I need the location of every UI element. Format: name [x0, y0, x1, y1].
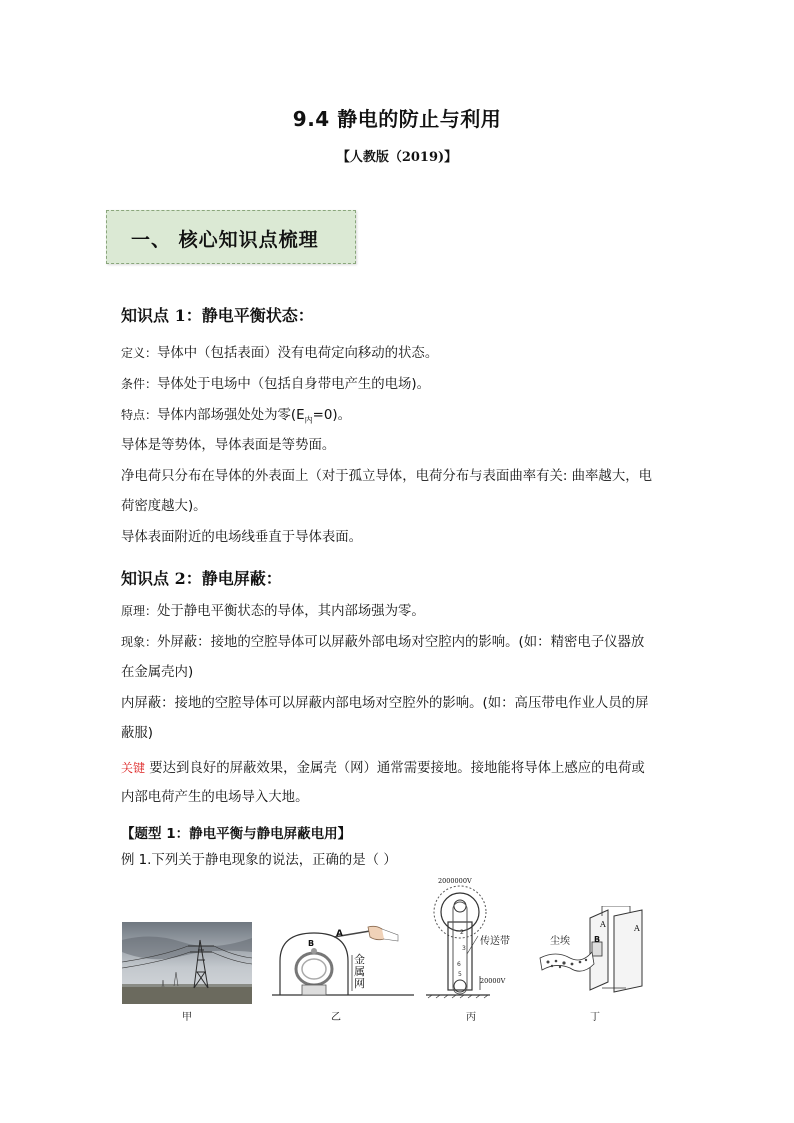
- key-a: 要达到良好的屏蔽效果，金属壳（网）通常需要接地。接地能将导体上感应的电荷或: [149, 761, 645, 776]
- figure-jia-caption: 甲: [182, 1012, 192, 1023]
- kp1-condition: [121, 374, 430, 395]
- figure-bing-diagram: [420, 876, 530, 1002]
- page-title: 9.4 静电的防止与利用: [292, 107, 502, 131]
- yi-mesh-char-3: 网: [354, 977, 365, 990]
- def-label: 定义：: [121, 346, 158, 360]
- metal-mesh-diagram: [272, 925, 414, 1001]
- key-label: 关键: [121, 761, 146, 775]
- edition-label: 【人教版（2019)】: [336, 150, 458, 165]
- cond-label: 条件：: [121, 377, 158, 391]
- kp2-key: [121, 758, 645, 779]
- question-type: 【题型 1：静电平衡与静电屏蔽电用】: [121, 826, 352, 842]
- feat-end: =0)。: [312, 408, 351, 423]
- van-de-graaff-diagram: [420, 876, 530, 1002]
- feat-text: 导体内部场强处处为零(E: [157, 408, 305, 423]
- kp2-phenomenon: [121, 632, 644, 653]
- figure-ding-caption: 丁: [590, 1012, 600, 1023]
- kp1-p3: 导体表面附近的电场线垂直于导体表面。: [121, 530, 363, 545]
- yi-mesh-label: [354, 954, 365, 990]
- feat-label: 特点：: [121, 408, 158, 422]
- yi-mesh-char-2: 属: [354, 965, 365, 978]
- ding-label-a2: A: [634, 924, 640, 933]
- kp1-definition: [121, 343, 438, 364]
- prin-label: 原理：: [121, 604, 158, 618]
- yi-label-b: B: [308, 939, 315, 948]
- def-text: 导体中（包括表面）没有电荷定向移动的状态。: [157, 346, 439, 361]
- kp1-p2a: 净电荷只分布在导体的外表面上（对于孤立导体，电荷分布与表面曲率有关: 曲率越大，电: [121, 469, 652, 484]
- kp2-inner-b: 蔽服): [121, 726, 154, 741]
- figure-yi-caption: 乙: [331, 1012, 341, 1023]
- kp1-heading: 知识点 1：静电平衡状态：: [121, 306, 314, 325]
- ding-dust-label: 尘埃: [550, 936, 570, 947]
- phen-label: 现象：: [121, 635, 158, 649]
- yi-label-a: A: [336, 929, 343, 939]
- bing-belt-label: 传送带: [480, 936, 510, 947]
- section-header: [106, 210, 356, 264]
- example-question: 例 1.下列关于静电现象的说法，正确的是（ ）: [121, 853, 397, 868]
- figure-bing-caption: 丙: [466, 1012, 476, 1023]
- svg-text:5: 5: [458, 971, 462, 978]
- kp2-phen-b: 在金属壳内): [121, 665, 194, 680]
- prin-text: 处于静电平衡状态的导体，其内部场强为零。: [157, 604, 425, 619]
- ding-label-b: B: [594, 935, 601, 944]
- kp2-heading: 知识点 2：静电屏蔽：: [121, 569, 282, 588]
- bing-top-voltage: 2000000V: [438, 877, 472, 885]
- kp2-inner-a: 内屏蔽：接地的空腔导体可以屏蔽内部电场对空腔外的影响。(如：高压带电作业人员的屏: [121, 696, 649, 711]
- cond-text: 导体处于电场中（包括自身带电产生的电场)。: [157, 377, 431, 392]
- section-title: 一、 核心知识点梳理: [131, 229, 319, 251]
- figure-ding-diagram: [530, 906, 660, 1000]
- phen-a: 外屏蔽：接地的空腔导体可以屏蔽外部电场对空腔内的影响。(如：精密电子仪器放: [157, 635, 645, 650]
- kp1-feature: [121, 405, 351, 431]
- ding-label-a: A: [600, 920, 606, 929]
- figure-yi-diagram: [272, 925, 414, 1001]
- svg-text:2: 2: [460, 929, 464, 936]
- bing-bottom-voltage: 20000V: [480, 977, 506, 985]
- feat-sub: 内: [304, 415, 313, 425]
- kp1-p2b: 荷密度越大)。: [121, 499, 207, 514]
- dust-precipitator-diagram: [530, 906, 660, 1000]
- svg-text:3: 3: [462, 945, 466, 952]
- svg-text:6: 6: [457, 961, 461, 968]
- kp2-principle: [121, 601, 425, 622]
- kp1-p1: 导体是等势体，导体表面是等势面。: [121, 438, 336, 453]
- yi-mesh-char-1: 金: [354, 953, 365, 966]
- kp2-key-b: 内部电荷产生的电场导入大地。: [121, 790, 309, 805]
- figure-jia-photo: [122, 922, 252, 1004]
- power-tower-image: [122, 922, 252, 1004]
